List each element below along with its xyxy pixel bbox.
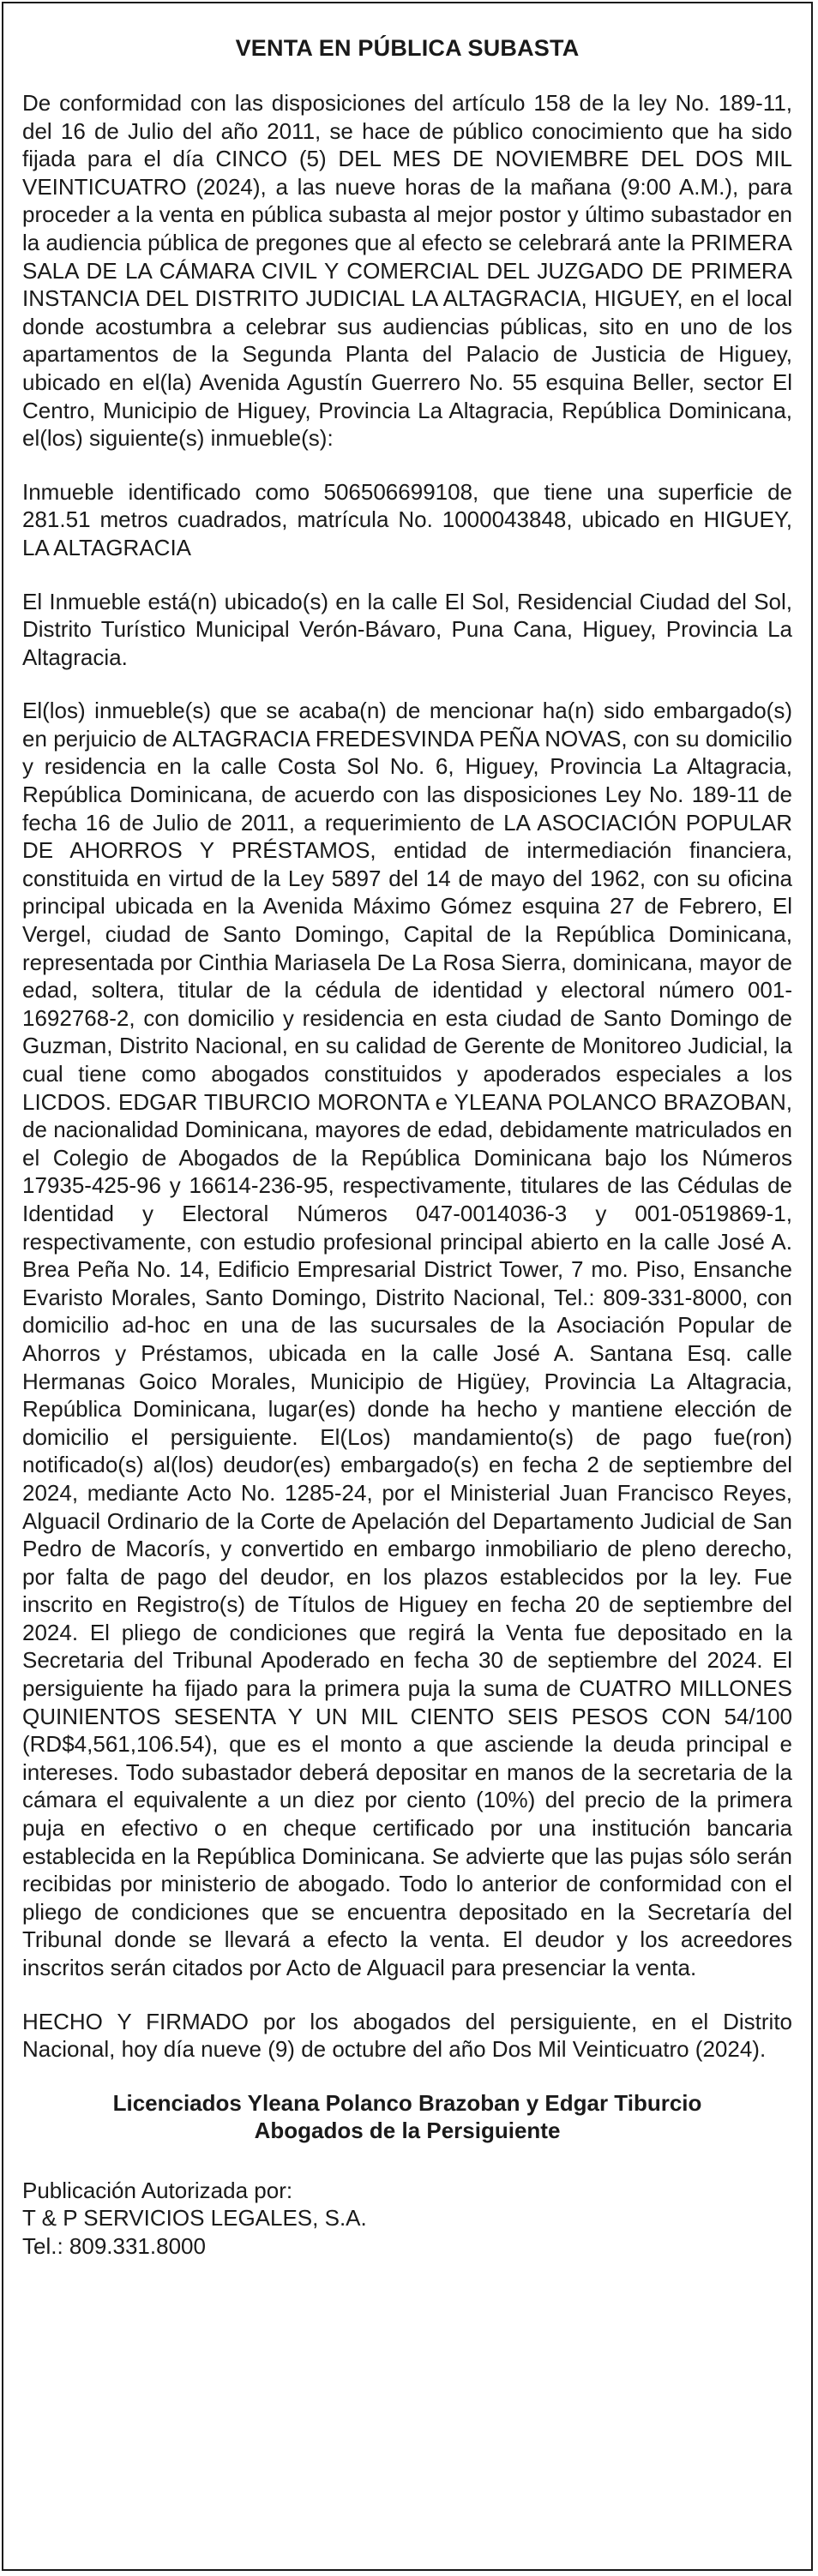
notice-paragraph-property-id: Inmueble identificado como 506506699108, que tiene una superficie de 281.51 metros cuadrados, matrícula No. 1000043848, ubicado en HIGUEY, LA ALTAGRACIA	[22, 478, 792, 560]
publication-label: Publicación Autorizada por:	[22, 2177, 293, 2203]
publication-phone: Tel.: 809.331.8000	[22, 2232, 206, 2259]
legal-notice	[2, 2, 813, 2571]
notice-title: VENTA EN PÚBLICA SUBASTA	[235, 35, 580, 61]
publication-info	[22, 2177, 792, 2261]
signature-block	[22, 2089, 792, 2144]
publication-company: T & P SERVICIOS LEGALES, S.A.	[22, 2205, 367, 2232]
signature-role: Abogados de la Persiguiente	[254, 2117, 561, 2143]
signature-names: Licenciados Yleana Polanco Brazoban y Edgar Tiburcio	[112, 2089, 702, 2116]
notice-paragraph-signed: HECHO Y FIRMADO por los abogados del persiguiente, en el Distrito Nacional, hoy día nueve (9) de octubre del año Dos Mil Veinticuatro (2024).	[22, 2008, 792, 2063]
notice-paragraph-embargo-details: El(los) inmueble(s) que se acaba(n) de mencionar ha(n) sido embargado(s) en perjuicio de ALTAGRACIA FREDESVINDA PEÑA NOVAS, con su domicilio y residencia en la calle Costa Sol No. 6, Higuey, Provincia La Altagracia, República Dominicana, de acuerdo con las disposiciones Ley No. 189-11 de fecha 16 de Julio de 2011, a requerimiento de LA ASOCIACIÓN POPULAR DE AHORROS Y PRÉSTAMOS, entidad de intermediación financiera, constituida en virtud de la Ley 5897 del 14 de mayo del 1962, con su oficina principal ubicada en la Avenida Máximo Gómez esquina 27 de Febrero, El Vergel, ciudad de Santo Domingo, Capital de la República Dominicana, representada por Cinthia Mariasela De La Rosa Sierra, dominicana, mayor de edad, soltera, titular de la cédula de identidad y electoral número 001-1692768-2, con domicilio y residencia en esta ciudad de Santo Domingo de Guzman, Distrito Nacional, en su calidad de Gerente de Monitoreo Judicial, la cual tiene como abogados constituidos y apoderados especiales a los LICDOS. EDGAR TIBURCIO MORONTA e YLEANA POLANCO BRAZOBAN, de nacionalidad Dominicana, mayores de edad, debidamente matriculados en el Colegio de Abogados de la República Dominicana bajo los Números 17935-425-96 y 16614-236-95, respectivamente, titulares de las Cédulas de Identidad y Electoral Números 047-0014036-3 y 001-0519869-1, respectivamente, con estudio profesional principal abierto en la calle José A. Brea Peña No. 14, Edificio Empresarial District Tower, 7 mo. Piso, Ensanche Evaristo Morales, Santo Domingo, Distrito Nacional, Tel.: 809-331-8000, con domicilio ad-hoc en una de las sucursales de la Asociación Popular de Ahorros y Préstamos, ubicada en la calle José A. Santana Esq. calle Hermanas Goico Morales, Municipio de Higüey, Provincia La Altagracia, República Dominicana, lugar(es) donde ha hecho y mantiene elección de domicilio el persiguiente. El(Los) mandamiento(s) de pago fue(ron) notificado(s) al(los) deudor(es) embargado(s) en fecha 2 de septiembre del 2024, mediante Acto No. 1285-24, por el Ministerial Juan Francisco Reyes, Alguacil Ordinario de la Corte de Apelación del Departamento Judicial de San Pedro de Macorís, y convertido en embargo inmobiliario de pleno derecho, por falta de pago del deudor, en los plazos establecidos por la ley. Fue inscrito en Registro(s) de Títulos de Higuey en fecha 20 de septiembre del 2024. El pliego de condiciones que regirá la Venta fue depositado en la Secretaria del Tribunal Apoderado en fecha 30 de septiembre del 2024. El persiguiente ha fijado para la primera puja la suma de CUATRO MILLONES QUINIENTOS SESENTA Y UN MIL CIENTO SEIS PESOS CON 54/100 (RD$4,561,106.54), que es el monto a que asciende la deuda principal e intereses. Todo subastador deberá depositar en manos de la secretaria de la cámara el equivalente a un diez por ciento (10%) del precio de la primera puja en efectivo o en cheque certificado por una institución bancaria establecida en la República Dominicana. Se advierte que las pujas sólo serán recibidas por ministerio de abogado. Todo lo anterior de conformidad con el pliego de condiciones que se encuentra depositado en la Secretaría del Tribunal donde se llevará a efecto la venta. El deudor y los acreedores inscritos serán citados por Acto de Alguacil para presenciar la venta.	[22, 698, 792, 1980]
notice-paragraph-property-location: El Inmueble está(n) ubicado(s) en la calle El Sol, Residencial Ciudad del Sol, Distrito Turístico Municipal Verón-Bávaro, Puna Cana, Higuey, Provincia La Altagracia.	[22, 588, 792, 670]
notice-paragraph-auction-date: De conformidad con las disposiciones del artículo 158 de la ley No. 189-11, del 16 de Julio del año 2011, se hace de público conocimiento que ha sido fijada para el día CINCO (5) DEL MES DE NOVIEMBRE DEL DOS MIL VEINTICUATRO (2024), a las nueve horas de la mañana (9:00 A.M.), para proceder a la venta en pública subasta al mejor postor y último subastador en la audiencia pública de pregones que al efecto se celebrará ante la PRIMERA SALA DE LA CÁMARA CIVIL Y COMERCIAL DEL JUZGADO DE PRIMERA INSTANCIA DEL DISTRITO JUDICIAL LA ALTAGRACIA, HIGUEY, en el local donde acostumbra a celebrar sus audiencias públicas, sito en uno de los apartamentos de la Segunda Planta del Palacio de Justicia de Higuey, ubicado en el(la) Avenida Agustín Guerrero No. 55 esquina Beller, sector El Centro, Municipio de Higuey, Provincia La Altagracia, República Dominicana, el(los) siguiente(s) inmueble(s):	[22, 90, 792, 452]
